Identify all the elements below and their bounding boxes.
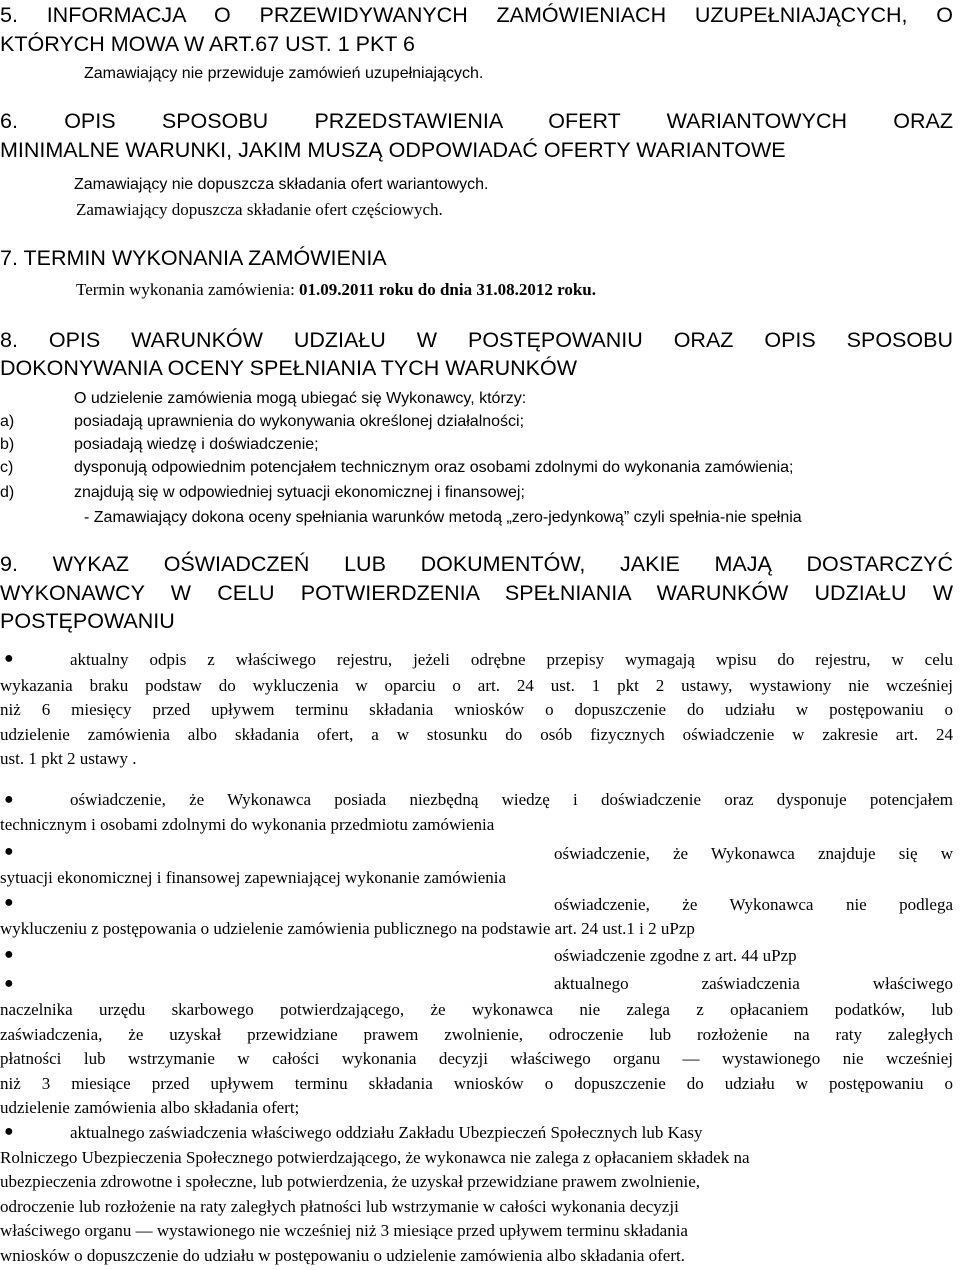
bullet-text-line: odroczenie lub rozłożenie na raty zaległych płatności lub wstrzymanie w całości wykonania decyzji <box>0 1197 679 1216</box>
bullet-text-line: oświadczenie, że Wykonawca nie podlega <box>554 895 953 914</box>
bullet-dot-icon: ● <box>4 843 14 860</box>
bullet-text-line: sytuacji ekonomicznej i finansowej zapewniającej wykonanie zamówienia <box>0 868 507 887</box>
section8-heading-line2: DOKONYWANIA OCENY SPEŁNIANIA TYCH WARUNKÓW <box>0 356 578 380</box>
bullet-dot-icon: ● <box>4 975 14 992</box>
section7-body-dates: 01.09.2011 roku do dnia 31.08.2012 roku. <box>299 280 596 299</box>
bullet-text-line: właściwego organu — wystawionego nie wcześniej niż 3 miesiące przed upływem terminu składania <box>0 1221 688 1240</box>
bullet-text-line: niż 6 miesięcy przed upływem terminu składania wniosków o dopuszczenie do udziału w postępowaniu o <box>0 700 953 719</box>
section5-heading-line2: KTÓRYCH MOWA W ART.67 UST. 1 PKT 6 <box>0 32 415 56</box>
section7-heading: 7. TERMIN WYKONANIA ZAMÓWIENIA <box>0 246 387 270</box>
bullet-text-line: Rolniczego Ubezpieczenia Społecznego potwierdzającego, że wykonawca nie zalega z opłacaniem składek na <box>0 1148 750 1167</box>
bullet-text-line: udzielenie zamówienia albo składania ofert; <box>0 1098 300 1117</box>
section8-item-text: znajdują się w odpowiedniej sytuacji ekonomicznej i finansowej; <box>74 484 525 501</box>
bullet-dot-icon: ● <box>4 791 14 808</box>
section8-item-marker: d) <box>0 484 15 501</box>
section8-heading-line1: 8. OPIS WARUNKÓW UDZIAŁU W POSTĘPOWANIU ORAZ OPIS SPOSOBU <box>0 328 953 352</box>
section9-heading-line3: POSTĘPOWANIU <box>0 609 175 633</box>
bullet-text-line: aktualnego zaświadczenia właściwego oddziału Zakładu Ubezpieczeń Społecznych lub Kasy <box>70 1123 703 1142</box>
bullet-text-line: ubezpieczenia zdrowotne i społeczne, lub potwierdzenia, że uzyskał przewidziane prawem zwolnienie, <box>0 1172 700 1191</box>
section5-body: Zamawiający nie przewiduje zamówień uzupełniających. <box>84 65 484 82</box>
bullet-dot-icon: ● <box>4 946 14 963</box>
bullet-text-line: wykazania braku podstaw do wykluczenia w oparciu o art. 24 ust. 1 pkt 2 ustawy, wystawiony nie wcześniej <box>0 676 953 695</box>
section9-heading-line2: WYKONAWCY W CELU POTWIERDZENIA SPEŁNIANIA WARUNKÓW UDZIAŁU W <box>0 581 953 605</box>
section7-body-prefix: Termin wykonania zamówienia: <box>76 280 300 299</box>
bullet-dot-icon: ● <box>4 894 14 911</box>
section8-item-text: posiadają uprawnienia do wykonywania określonej działalności; <box>74 413 525 430</box>
bullet-text-line: zaświadczenia, że uzyskał przewidziane prawem zwolnienie, odroczenie lub rozłożenie na raty zaległych <box>0 1025 953 1044</box>
section8-intro: O udzielenie zamówienia mogą ubiegać się Wykonawcy, którzy: <box>74 390 527 407</box>
section8-item-marker: a) <box>0 413 15 430</box>
bullet-dot-icon: ● <box>4 1123 14 1140</box>
section8-evaluation: - Zamawiający dokona oceny spełniania warunków metodą „zero-jedynkową” czyli spełnia-nie spełnia <box>84 509 802 526</box>
section6-body1: Zamawiający nie dopuszcza składania ofert wariantowych. <box>74 176 489 193</box>
section8-item-text: dysponują odpowiednim potencjałem technicznym oraz osobami zdolnymi do wykonania zamówienia; <box>74 459 794 476</box>
bullet-text-line: aktualny odpis z właściwego rejestru, jeżeli odrębne przepisy wymagają wpisu do rejestru, w celu <box>70 650 953 669</box>
section6-heading-line1: 6. OPIS SPOSOBU PRZEDSTAWIENIA OFERT WARIANTOWYCH ORAZ <box>0 109 953 133</box>
bullet-text-line: aktualnego zaświadczenia właściwego <box>554 974 953 993</box>
section6-heading-line2: MINIMALNE WARUNKI, JAKIM MUSZĄ ODPOWIADAĆ OFERTY WARIANTOWE <box>0 138 786 162</box>
bullet-text-line: oświadczenie, że Wykonawca znajduje się w <box>554 844 953 863</box>
section8-item-marker: b) <box>0 436 15 453</box>
section5-heading-line1: 5. INFORMACJA O PRZEWIDYWANYCH ZAMÓWIENIACH UZUPEŁNIAJĄCYCH, O <box>0 3 953 27</box>
bullet-text-line: wniosków o dopuszczenie do udziału w postępowaniu o udzielenie zamówienia albo składania ofert. <box>0 1246 685 1265</box>
bullet-dot-icon: ● <box>4 650 14 667</box>
section8-item-marker: c) <box>0 459 14 476</box>
bullet-text-line: wykluczeniu z postępowania o udzielenie zamówienia publicznego na podstawie art. 24 ust.1 i 2 uPzp <box>0 919 695 938</box>
section9-heading-line1: 9. WYKAZ OŚWIADCZEŃ LUB DOKUMENTÓW, JAKIE MAJĄ DOSTARCZYĆ <box>0 552 953 576</box>
bullet-text-line: oświadczenie, że Wykonawca posiada niezbędną wiedzę i doświadczenie oraz dysponuje potencjałem <box>70 790 953 809</box>
bullet-text-line: udzielenie zamówienia albo składania ofert, a w stosunku do osób fizycznych oświadczenie w zakresie art. 24 <box>0 725 953 744</box>
section8-item-text: posiadają wiedzę i doświadczenie; <box>74 436 319 453</box>
bullet-text-line: niż 3 miesiące przed upływem terminu składania wniosków o dopuszczenie do udziału w postępowaniu o <box>0 1074 953 1093</box>
bullet-text-line: technicznym i osobami zdolnymi do wykonania przedmiotu zamówienia <box>0 815 495 834</box>
section6-body2: Zamawiający dopuszcza składanie ofert częściowych. <box>76 200 443 219</box>
bullet-text-line: naczelnika urzędu skarbowego potwierdzającego, że wykonawca nie zalega z opłacaniem podatków, lub <box>0 1000 953 1019</box>
bullet-text-line: ust. 1 pkt 2 ustawy . <box>0 749 137 768</box>
bullet-text-line: oświadczenie zgodne z art. 44 uPzp <box>554 946 797 965</box>
bullet-text-line: płatności lub wstrzymanie w całości wykonania decyzji właściwego organu — wystawionego nie wcześniej <box>0 1049 953 1068</box>
